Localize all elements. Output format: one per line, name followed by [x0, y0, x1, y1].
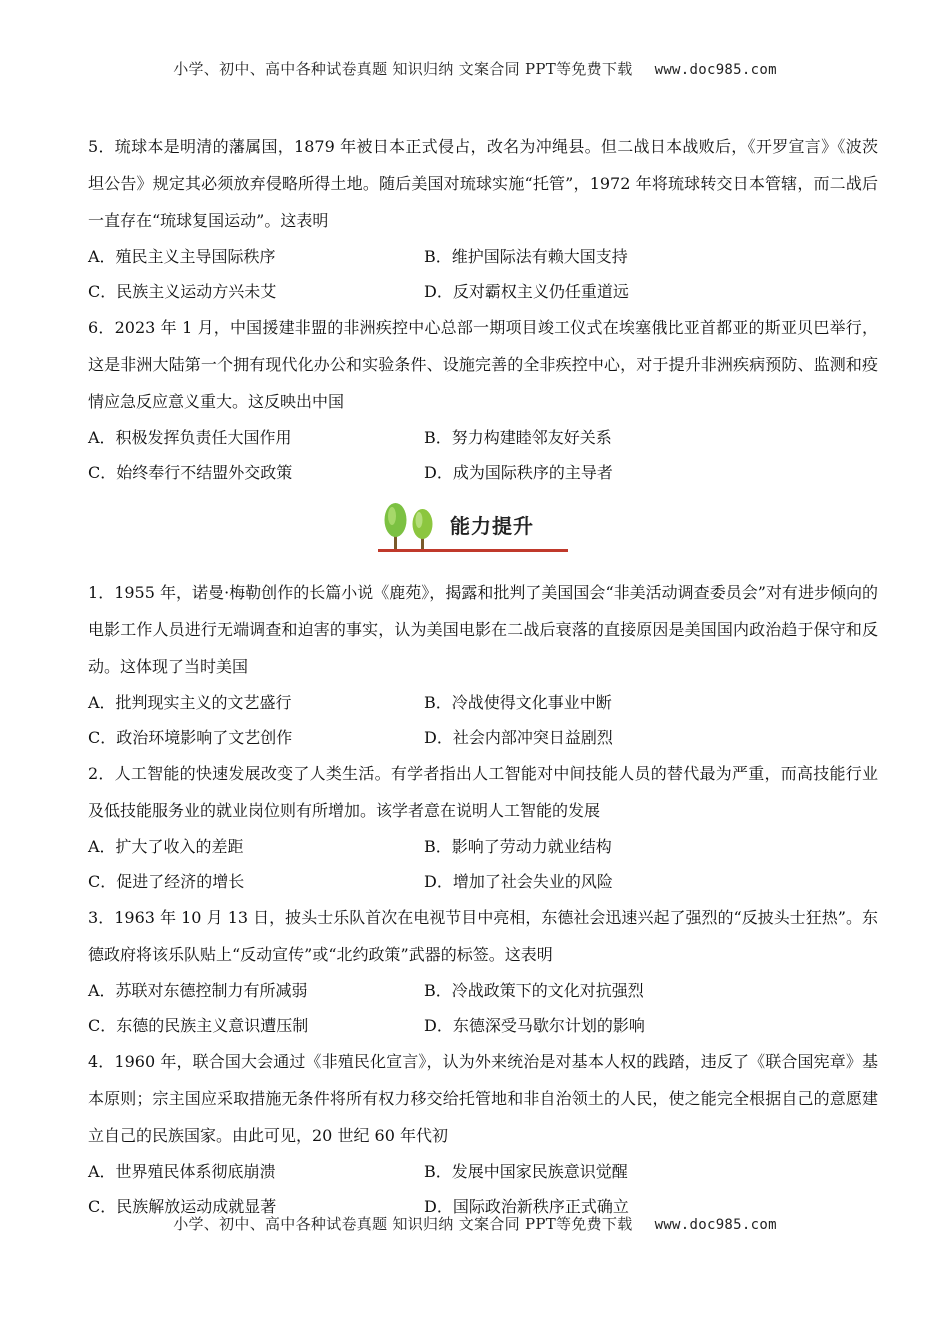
section-title: 能力提升	[450, 514, 534, 538]
question-stem: 2．人工智能的快速发展改变了人类生活。有学者指出人工智能对中间技能人员的替代最为严重，而高技能行业及低技能服务业的就业岗位则有所增加。该学者意在说明人工智能的发展	[88, 764, 878, 820]
question-block	[88, 128, 878, 309]
answer-option: B．发展中国家民族意识觉醒	[424, 1162, 628, 1181]
answer-option: A．批判现实主义的文艺盛行	[88, 693, 292, 712]
answer-option: C．促进了经济的增长	[88, 872, 245, 891]
answer-options	[88, 973, 878, 1043]
banner-graphic	[378, 500, 568, 552]
answer-option: A．世界殖民体系彻底崩溃	[88, 1162, 276, 1181]
answer-option: C．东德的民族主义意识遭压制	[88, 1016, 309, 1035]
answer-option: D．国际政治新秩序正式确立	[424, 1197, 629, 1216]
question-group-basic	[88, 128, 878, 490]
question-block	[88, 1043, 878, 1224]
answer-option: C．民族解放运动成就显著	[88, 1197, 277, 1216]
tree-icon	[378, 500, 448, 552]
answer-option: D．东德深受马歇尔计划的影响	[424, 1016, 645, 1035]
question-stem: 4．1960 年，联合国大会通过《非殖民化宣言》，认为外来统治是对基本人权的践踏，违反了《联合国宪章》基本原则；宗主国应采取措施无条件将所有权力移交给托管地和非自治领土的人民，使之能完全根据自己的意愿建立自己的民族国家。由此可见，20 世纪 60 年代初	[88, 1052, 878, 1145]
answer-option: C．民族主义运动方兴未艾	[88, 282, 277, 301]
answer-option: B．影响了劳动力就业结构	[424, 837, 612, 856]
answer-option: C．始终奉行不结盟外交政策	[88, 463, 293, 482]
answer-options	[88, 685, 878, 755]
question-stem: 3．1963 年 10 月 13 日，披头士乐队首次在电视节目中亮相，东德社会迅速兴起了强烈的“反披头士狂热”。东德政府将该乐队贴上“反动宣传”或“北约政策”武器的标签。这表明	[88, 908, 878, 964]
answer-options	[88, 829, 878, 899]
answer-option: B．冷战使得文化事业中断	[424, 693, 612, 712]
document-body	[88, 128, 878, 1224]
question-stem: 1．1955 年，诺曼·梅勒创作的长篇小说《鹿苑》，揭露和批判了美国国会“非美活动调查委员会”对有进步倾向的电影工作人员进行无端调查和迫害的事实，认为美国电影在二战后衰落的直接原因是美国国内政治趋于保守和反动。这体现了当时美国	[88, 583, 878, 676]
question-block	[88, 574, 878, 755]
answer-option: D．成为国际秩序的主导者	[424, 463, 613, 482]
footer-text: 小学、初中、高中各种试卷真题 知识归纳 文案合同 PPT等免费下载	[173, 1215, 633, 1233]
banner-underline	[378, 549, 568, 552]
answer-option: C．政治环境影响了文艺创作	[88, 728, 293, 747]
answer-option: B．维护国际法有赖大国支持	[424, 247, 628, 266]
answer-option: A．苏联对东德控制力有所减弱	[88, 981, 308, 1000]
question-group-advanced	[88, 574, 878, 1224]
answer-options	[88, 420, 878, 490]
answer-option: A．扩大了收入的差距	[88, 837, 244, 856]
page-header	[0, 58, 950, 79]
answer-option: D．社会内部冲突日益剧烈	[424, 728, 613, 747]
header-url[interactable]: www.doc985.com	[654, 62, 777, 78]
page-footer	[0, 1213, 950, 1234]
answer-options	[88, 239, 878, 309]
footer-url[interactable]: www.doc985.com	[654, 1217, 777, 1233]
answer-option: A．积极发挥负责任大国作用	[88, 428, 292, 447]
question-block	[88, 309, 878, 490]
header-text: 小学、初中、高中各种试卷真题 知识归纳 文案合同 PPT等免费下载	[173, 60, 633, 78]
question-stem: 6．2023 年 1 月，中国援建非盟的非洲疾控中心总部一期项目竣工仪式在埃塞俄比亚首都亚的斯亚贝巴举行，这是非洲大陆第一个拥有现代化办公和实验条件、设施完善的全非疾控中心，对于提升非洲疾病预防、监测和疫情应急反应意义重大。这反映出中国	[88, 318, 878, 411]
answer-option: D．增加了社会失业的风险	[424, 872, 613, 891]
question-block	[88, 899, 878, 1043]
question-stem: 5．琉球本是明清的藩属国，1879 年被日本正式侵占，改名为冲绳县。但二战日本战败后，《开罗宣言》《波茨坦公告》规定其必须放弃侵略所得土地。随后美国对琉球实施“托管”，1972 年将琉球转交日本管辖，而二战后一直存在“琉球复国运动”。这表明	[88, 137, 878, 230]
answer-option: B．冷战政策下的文化对抗强烈	[424, 981, 644, 1000]
section-banner	[88, 496, 878, 562]
answer-option: B．努力构建睦邻友好关系	[424, 428, 612, 447]
answer-option: A．殖民主义主导国际秩序	[88, 247, 276, 266]
question-block	[88, 755, 878, 899]
answer-option: D．反对霸权主义仍任重道远	[424, 282, 629, 301]
